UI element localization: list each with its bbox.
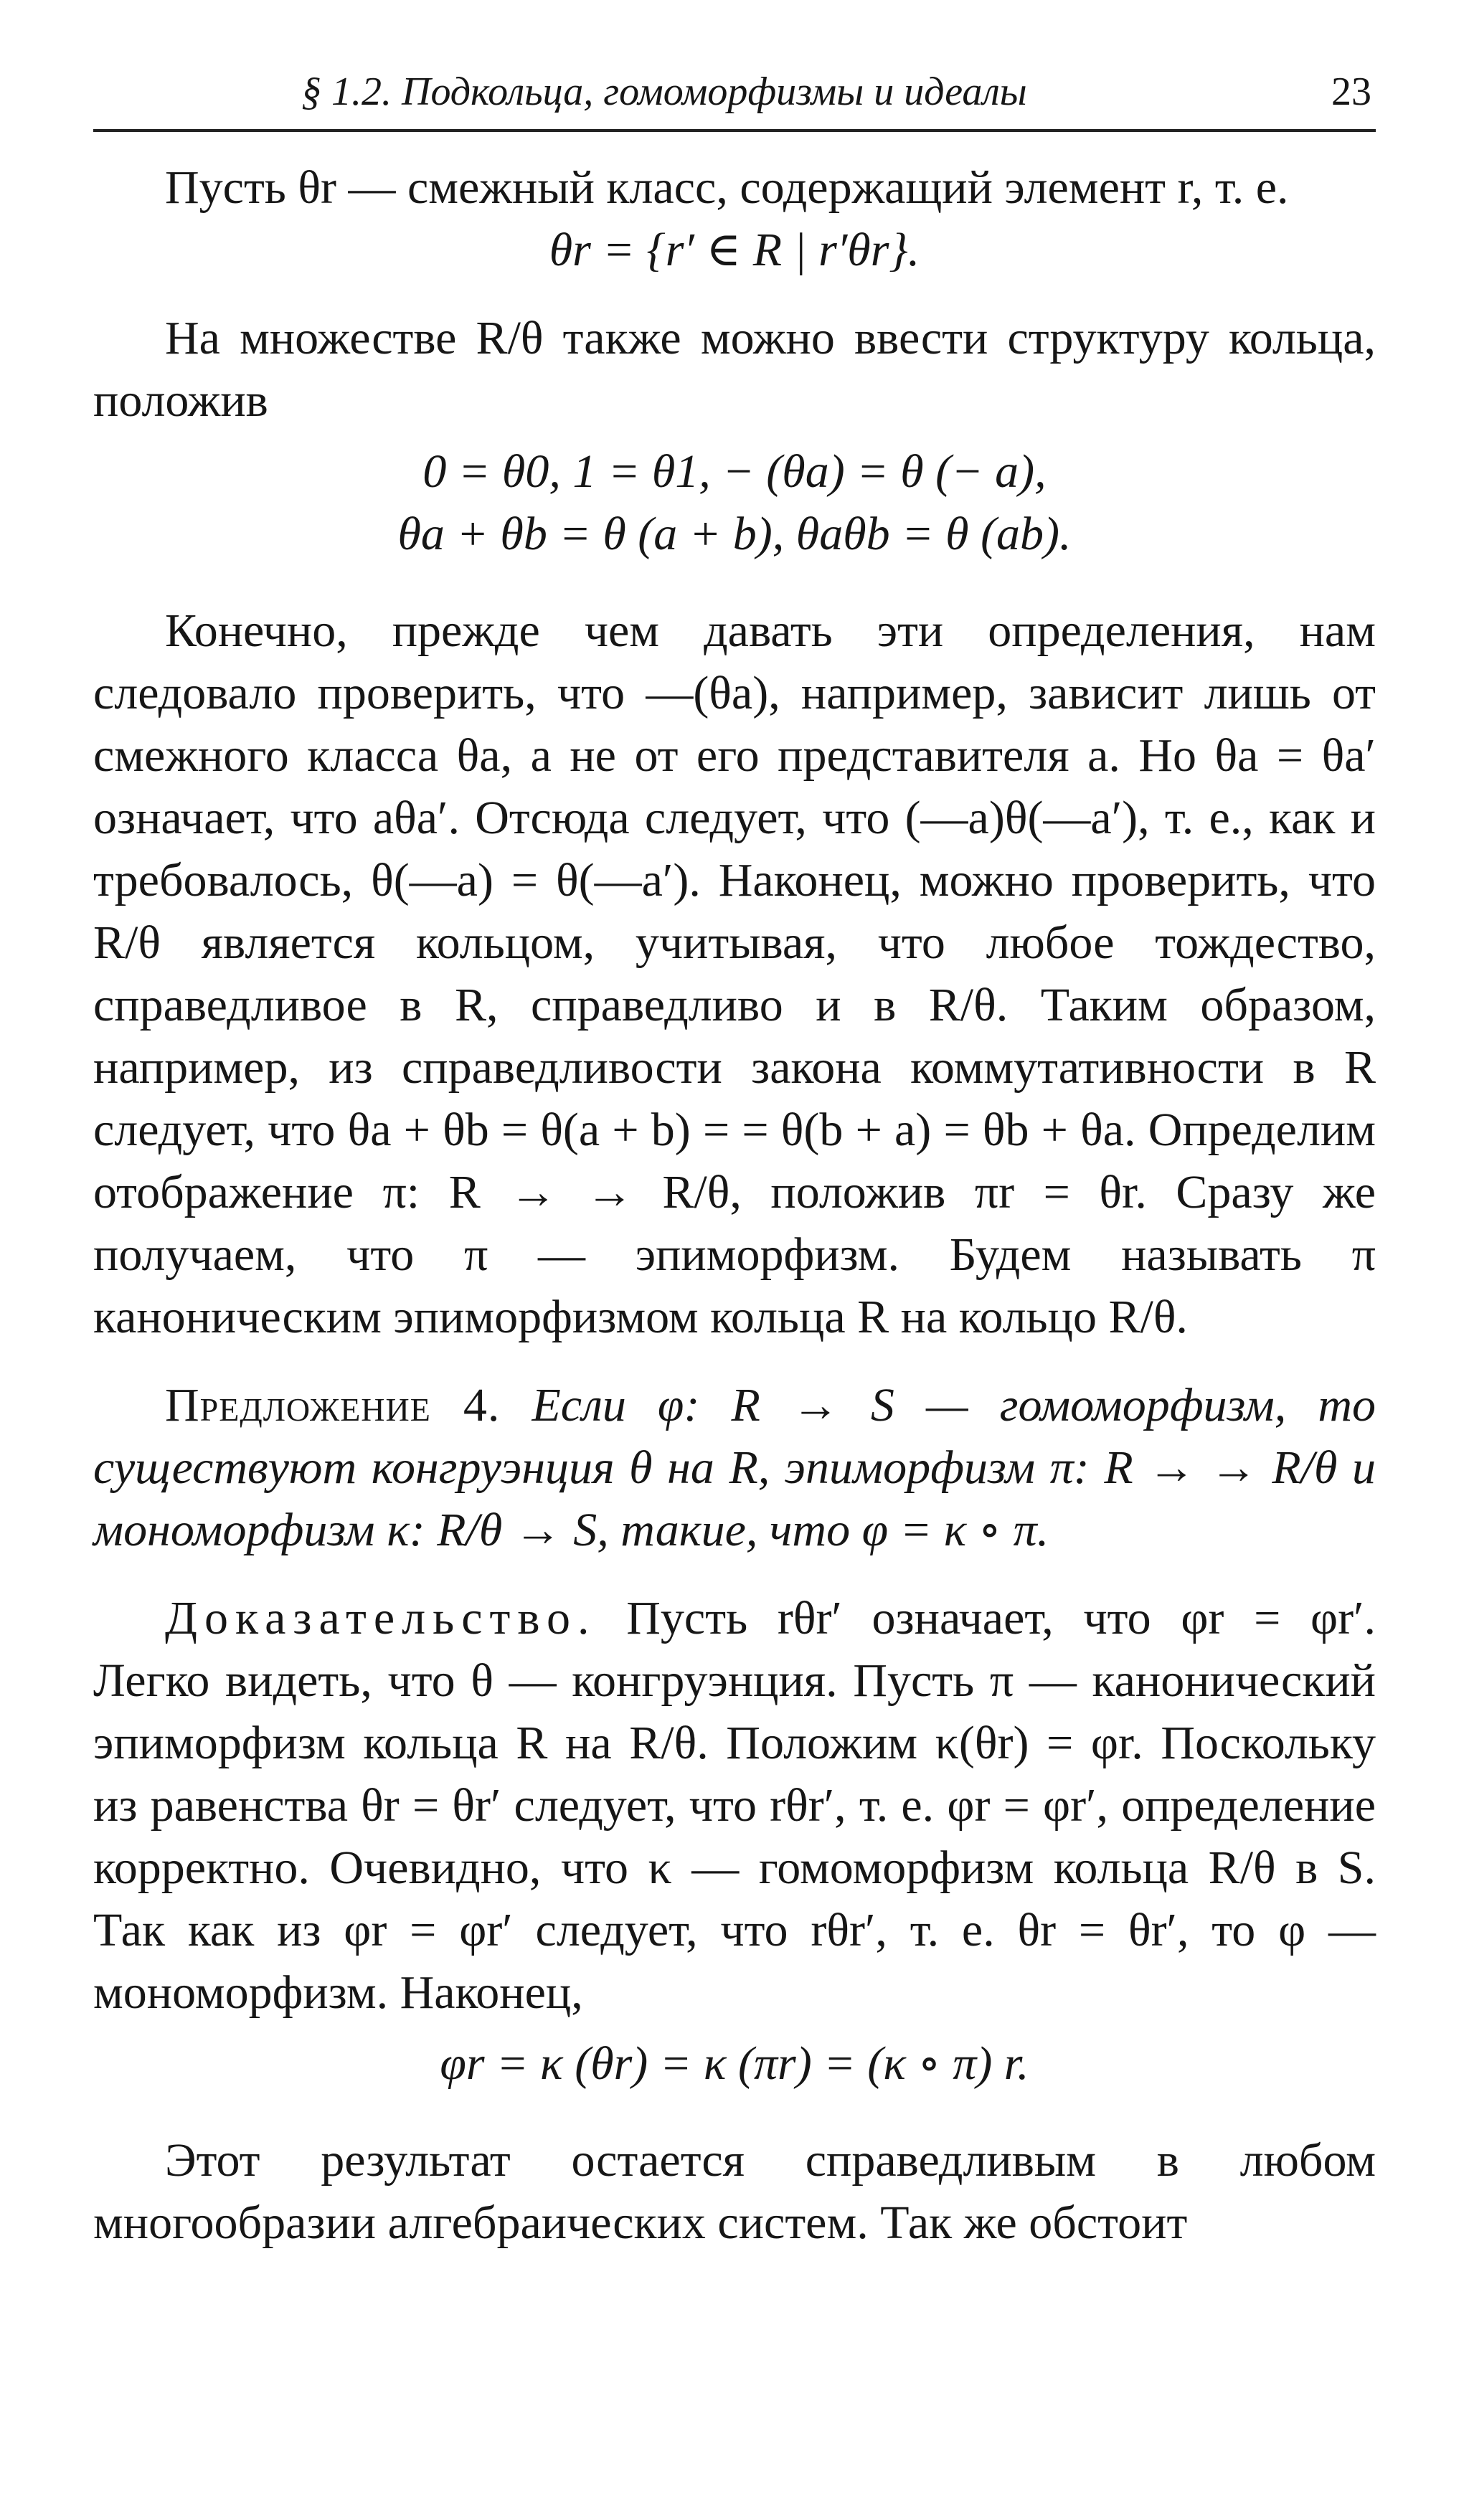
running-header [93, 69, 1376, 132]
proposition-label: Предложение 4. [165, 1379, 501, 1431]
formula-line-2: θa + θb = θ (a + b), θaθb = θ (ab). [397, 508, 1072, 560]
formula-factorization: φr = κ (θr) = κ (πr) = (κ ∘ π) r. [440, 2037, 1029, 2090]
page-number: 23 [1331, 70, 1371, 114]
paragraph-varieties: Этот результат остается справедливым в любом многообразии алгебраических систем. Так же обстоит [93, 2134, 1376, 2249]
proposition-4 [93, 1374, 1376, 1561]
proposition-text: Если φ: R → S — гомоморфизм, то существуют конгруэнция θ на R, эпиморфизм π: R → → R/θ и мономорфизм κ: R/θ → S, такие, что φ = κ ∘ π. [93, 1379, 1376, 1556]
paragraph-canonical-epimorphism: Конечно, прежде чем давать эти определения, нам следовало проверить, что —(θa), например, зависит лишь от смежного класса θa, а не от его представителя a. Но θa = θa′ означает, что aθa′. Отсюда следует, что (—a)θ(—a′), т. е., как и требовалось, θ(—a) = θ(—a′). Наконец, можно проверить, что R/θ является кольцом, учитывая, что любое тождество, справедливое в R, справедливо и в R/θ. Таким образом, например, из справедливости закона коммутативности в R следует, что θa + θb = θ(a + b) = = θ(b + a) = θb + θa. Определим отображение π: R → → R/θ, положив πr = θr. Сразу же получаем, что π — эпиморфизм. Будем называть π каноническим эпиморфизмом кольца R на кольцо R/θ. [93, 605, 1376, 1343]
formula-ring-operations [93, 440, 1376, 565]
paragraph-ring-structure: На множестве R/θ также можно ввести структуру кольца, положив [93, 312, 1376, 427]
section-title: § 1.2. Подкольца, гомоморфизмы и идеалы [301, 70, 1027, 114]
proof-text: Пусть rθr′ означает, что φr = φr′. Легко видеть, что θ — конгруэнция. Пусть π — канонический эпиморфизм кольца R на R/θ. Положим κ(θr) = φr. Поскольку из равенства θr = θr′ следует, что rθr′, т. е. φr = φr′, определение корректно. Очевидно, что κ — гомоморфизм кольца R/θ в S. Так как из φr = φr′ следует, что rθr′, т. е. θr = θr′, то φ — мономорфизм. Наконец, [93, 1592, 1376, 2019]
proof-label: Доказательство. [165, 1592, 597, 1644]
formula-coset: θr = {r′ ∈ R | r′θr}. [549, 224, 920, 276]
proof [93, 1587, 1376, 2024]
formula-line-1: 0 = θ0, 1 = θ1, − (θa) = θ (− a), [422, 445, 1047, 498]
paragraph-coset: Пусть θr — смежный класс, содержащий элемент r, т. е. [165, 161, 1289, 214]
